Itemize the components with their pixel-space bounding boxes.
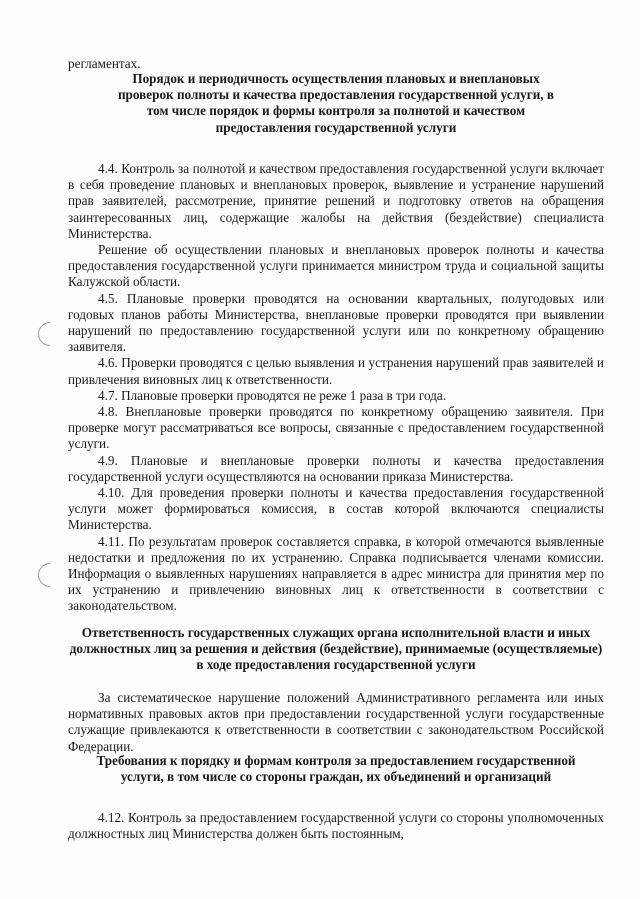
- paragraph-4-8: 4.8. Внеплановые проверки проводятся по конкретному обращению заявителя. При проверке могут рассматриваться все вопросы, связанные с предоставлением государственной услуги.: [68, 404, 604, 452]
- section-heading-3: Требования к порядку и формам контроля за предоставлением государственной услуги, в том числе со стороны граждан, их объединений и организаций: [96, 753, 576, 785]
- paragraph-4-5: 4.5. Плановые проверки проводятся на основании квартальных, полугодовых или годовых планов работы Министерства, внеплановые проверки проводятся при выявлении нарушений по предоставлению государственной услуги или по конкретному обращению заявителя.: [68, 290, 604, 355]
- paragraph-4-12: 4.12. Контроль за предоставлением государственной услуги со стороны уполномоченных должностных лиц Министерства должен быть постоянным,: [68, 810, 604, 842]
- paragraph-4-4: 4.4. Контроль за полнотой и качеством предоставления государственной услуги включает в себя проведение плановых и внеплановых проверок, выявление и устранение нарушений прав заявителей, рассмотрение, принятие решений и подготовку ответов на обращения заинтересованных лиц, содержащие жалобы на действия (бездействие) специалиста Министерства.: [68, 161, 604, 241]
- body-text-3: [68, 810, 604, 842]
- paragraph-4-7: 4.7. Плановые проверки проводятся не реже 1 раза в три года.: [98, 387, 447, 403]
- paragraph-decision: Решение об осуществлении плановых и внеплановых проверок полноты и качества предоставления государственной услуги принимается министром труда и социальной защиты Калужской области.: [68, 242, 604, 290]
- paragraph-responsibility: За систематическое нарушение положений Административного регламента или иных нормативных правовых актов при предоставлении государственной услуги государственные служащие привлекаются к ответственности в соответствии с законодательством Российской Федерации.: [68, 690, 604, 754]
- section-heading-2: Ответственность государственных служащих органа исполнительной власти и иных должностных лиц за решения и действия (бездействие), принимаемые (осуществляемые) в ходе предоставления государственной услуги: [69, 625, 603, 673]
- body-text-1: [68, 161, 604, 615]
- intro-fragment: регламентах.: [68, 56, 141, 71]
- body-text-2: [68, 690, 604, 755]
- section-heading-1: Порядок и периодичность осуществления плановых и внеплановых проверок полноты и качества предоставления государственной услуги, в том числе порядок и формы контроля за полнотой и качеством предоставления государственной услуги: [117, 71, 555, 135]
- paragraph-4-11: 4.11. По результатам проверок составляется справка, в которой отмечаются выявленные недостатки и предложения по их устранению. Справка подписывается членами комиссии. Информация о выявленных нарушениях направляется в адрес министра для принятия мер по их устранению и привлечению виновных лиц к ответственности в соответствии с законодательством.: [68, 533, 604, 614]
- punch-hole-mark: [33, 558, 67, 592]
- paragraph-4-9: 4.9. Плановые и внеплановые проверки полноты и качества предоставления государственной услуги осуществляются на основании приказа Министерства.: [68, 452, 604, 484]
- punch-hole-mark: [33, 317, 67, 351]
- paragraph-4-10: 4.10. Для проведения проверки полноты и качества предоставления государственной услуги может формироваться комиссия, в состав которой включаются специалисты Министерства.: [68, 485, 604, 533]
- paragraph-4-6: 4.6. Проверки проводятся с целью выявления и устранения нарушений прав заявителей и привлечения виновных лиц к ответственности.: [68, 355, 604, 387]
